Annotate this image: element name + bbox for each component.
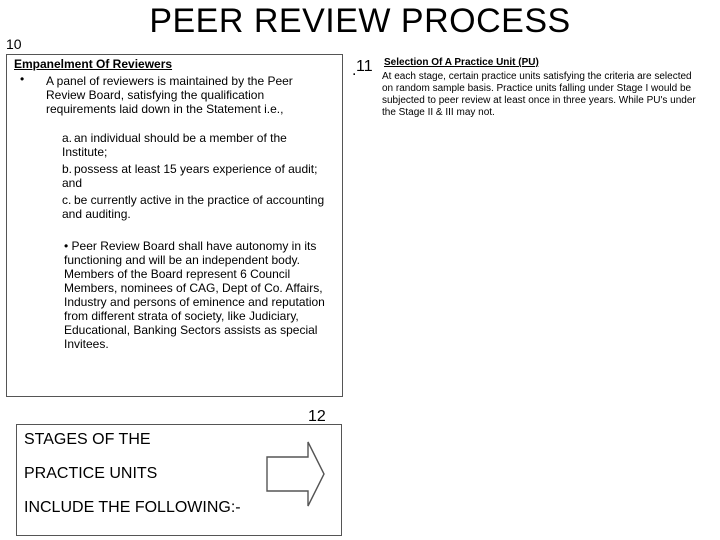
sub-item-c (62, 193, 332, 221)
stages-line-2: PRACTICE UNITS (24, 465, 158, 482)
stages-line-3: INCLUDE THE FOLLOWING:- (24, 499, 241, 516)
page-title: PEER REVIEW PROCESS (149, 2, 571, 40)
panel-bullet-text: A panel of reviewers is maintained by the Peer Review Board, satisfying the qualification requirements laid down in the Statement i.e., (46, 74, 293, 116)
sub-item-text: be currently active in the practice of accounting and auditing. (62, 193, 325, 221)
slide-number-12: 12 (308, 408, 326, 425)
right-arrow-icon (266, 440, 326, 508)
sub-item-a (62, 131, 332, 159)
sub-item-text: possess at least 15 years experience of audit; and (62, 162, 318, 190)
slide-number-11: 11 (356, 58, 373, 75)
board-autonomy-text: • Peer Review Board shall have autonomy in its functioning and will be an independent body. Members of the Board represent 6 Council Members, nominees of CAG, Dept of Co. Affairs, Industry and persons of eminence and reputation from different strata of society, like Judiciary, Educational, Banking Sectors assists as special Invitees. (64, 239, 325, 351)
sub-item-label: a. (62, 131, 73, 145)
sub-item-text: an individual should be a member of the Institute; (62, 131, 287, 159)
slide-number-10: 10 (6, 36, 22, 52)
sub-item-b (62, 162, 332, 190)
empanelment-heading: Empanelment Of Reviewers (14, 57, 173, 71)
sub-item-label: c. (62, 193, 72, 207)
sub-item-label: b. (62, 162, 73, 176)
bullet-dot-icon: . (352, 62, 357, 79)
selection-body-text: At each stage, certain practice units satisfying the criteria are selected on random sample basis. Practice units falling under Stage I would be subjected to peer review at least once in three years. While PU's under the Stage II & III may not. (382, 71, 696, 118)
selection-heading: Selection Of A Practice Unit (PU) (384, 57, 539, 68)
stages-line-1: STAGES OF THE (24, 431, 151, 448)
bullet-dot-icon: • (20, 72, 25, 86)
